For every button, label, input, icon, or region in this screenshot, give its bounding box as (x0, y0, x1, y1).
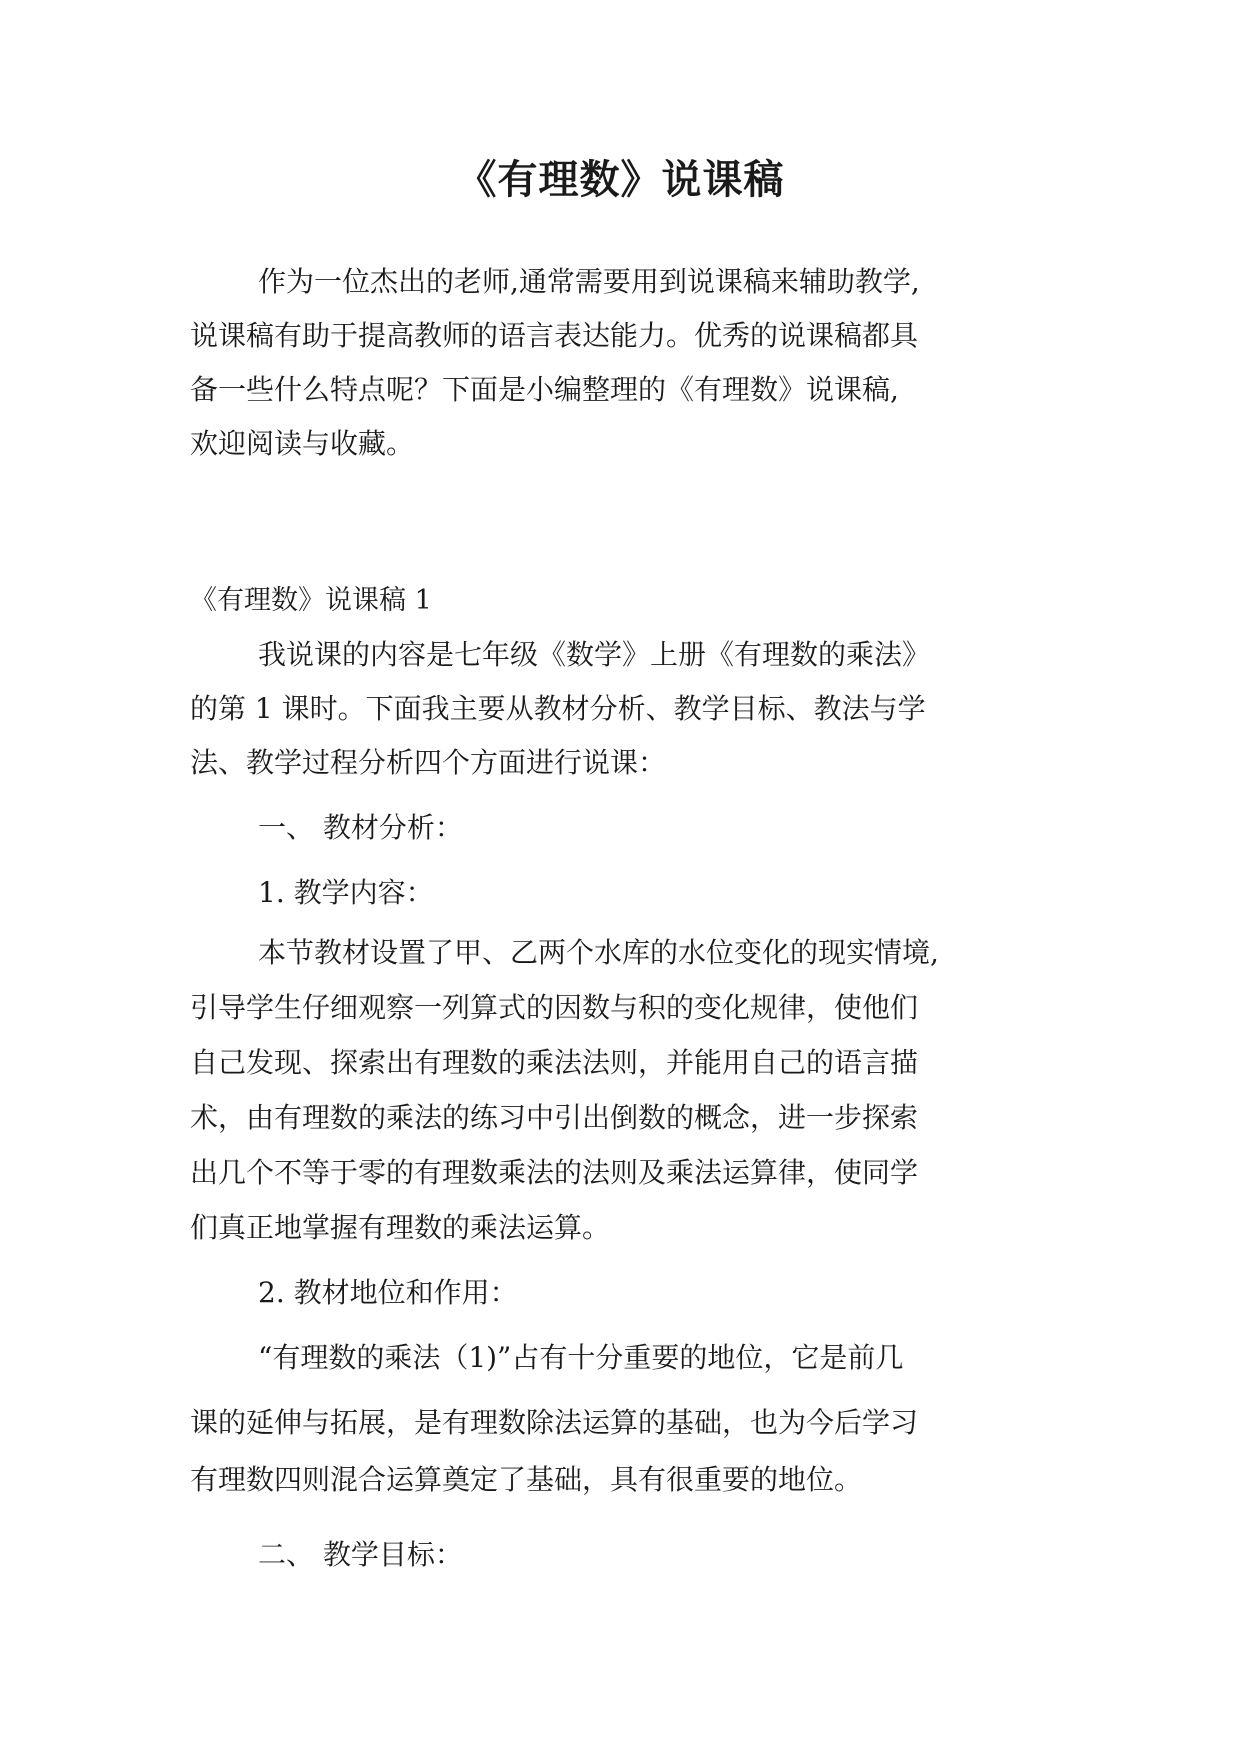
p2-line-6: 们真正地掌握有理数的乘法运算。 (190, 1211, 611, 1244)
p3-line-1: “有理数的乘法（1)”占有十分重要的地位，它是前几 (258, 1341, 904, 1374)
heading-jiaoxue-neirong: 1. 教学内容： (258, 876, 434, 909)
document-title: 《有理数》说课稿 (456, 156, 785, 203)
p1-line-1: 我说课的内容是七年级《数学》上册《有理数的乘法》 (258, 638, 931, 671)
section-heading: 《有理数》说课稿 1 (190, 585, 432, 616)
p2-line-4: 术，由有理数的乘法的练习中引出倒数的概念，进一步探索 (190, 1101, 919, 1134)
heading-jiaocai-fenxi: 一、 教材分析： (258, 811, 463, 844)
intro-line-4: 欢迎阅读与收藏。 (190, 427, 415, 460)
p1-line-3: 法、教学过程分析四个方面进行说课： (190, 746, 667, 779)
p1-line-2: 的第 1 课时。下面我主要从教材分析、教学目标、教法与学 (190, 692, 926, 725)
p2-line-1: 本节教材设置了甲、乙两个水库的水位变化的现实情境, (258, 936, 939, 969)
intro-line-1: 作为一位杰出的老师,通常需要用到说课稿来辅助教学, (258, 265, 920, 298)
p2-line-3: 自己发现、探索出有理数的乘法法则，并能用自己的语言描 (190, 1046, 919, 1079)
intro-line-3: 备一些什么特点呢？下面是小编整理的《有理数》说课稿, (190, 373, 899, 406)
heading-jiaoxue-mubiao: 二、 教学目标： (258, 1538, 463, 1571)
p3-line-2: 课的延伸与拓展，是有理数除法运算的基础，也为今后学习 (190, 1406, 919, 1439)
p2-line-5: 出几个不等于零的有理数乘法的法则及乘法运算律，使同学 (190, 1156, 919, 1189)
intro-line-2: 说课稿有助于提高教师的语言表达能力。优秀的说课稿都具 (190, 319, 919, 352)
heading-jiaocai-diwei: 2. 教材地位和作用： (258, 1276, 518, 1309)
p2-line-2: 引导学生仔细观察一列算式的因数与积的变化规律，使他们 (190, 991, 919, 1024)
p3-line-3: 有理数四则混合运算奠定了基础，具有很重要的地位。 (190, 1463, 863, 1496)
